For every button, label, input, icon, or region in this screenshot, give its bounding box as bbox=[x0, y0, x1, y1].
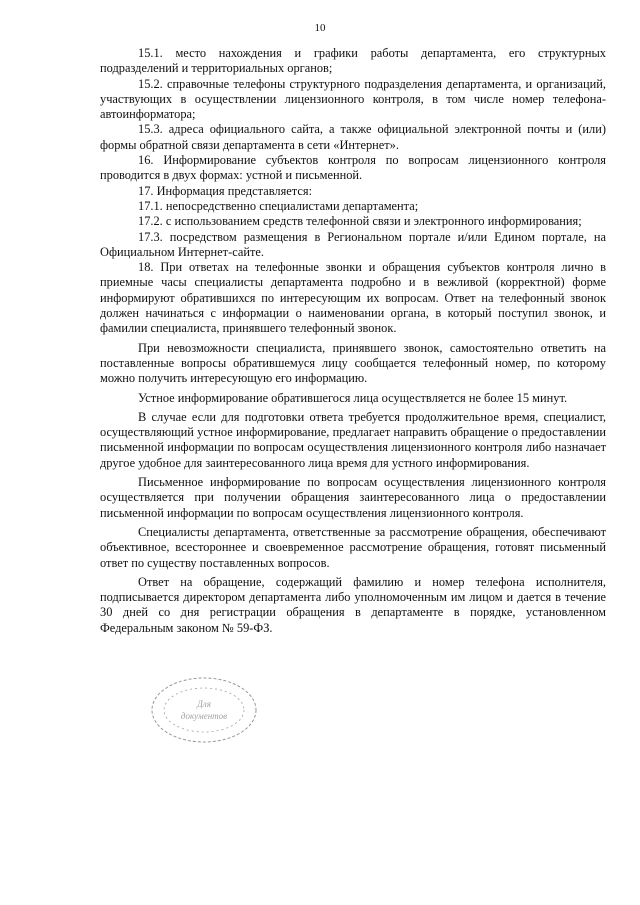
paragraph-18: 18. При ответах на телефонные звонки и обращения субъектов контроля лично в приемные часы специалисты департамента подробно и в вежливой (корректной) форме информируют обратившихся по интересующим их вопросам. Ответ на телефонный звонок должен начинаться с информации о наименовании органа, в который поступил звонок, и фамилии специалиста, принявшего телефонный звонок. bbox=[100, 260, 606, 336]
document-stamp-icon bbox=[148, 674, 260, 746]
paragraph-unable-to-answer: При невозможности специалиста, принявшего звонок, самостоятельно ответить на поставленные вопросы обратившемуся лицу сообщается телефонный номер, по которому можно получить интересующую его информацию. bbox=[100, 340, 606, 386]
paragraph-15-1: 15.1. место нахождения и графики работы департамента, его структурных подразделений и территориальных органов; bbox=[100, 46, 606, 76]
page-number: 10 bbox=[314, 22, 326, 34]
paragraph-response: Ответ на обращение, содержащий фамилию и номер телефона исполнителя, подписывается директором департамента либо уполномоченным им лицом и дается в течение 30 дней со дня регистрации обращения в департаменте в порядке, установленном Федеральным законом № 59-ФЗ. bbox=[100, 574, 606, 635]
paragraph-long-preparation: В случае если для подготовки ответа требуется продолжительное время, специалист, осуществляющий устное информирование, предлагает направить обращение о предоставлении письменной информации по вопросам осуществления лицензионного контроля либо назначает другое удобное для заинтересованного лица время для устного информирования. bbox=[100, 409, 606, 470]
stamp-line-1: Для bbox=[197, 699, 211, 709]
paragraph-17-1: 17.1. непосредственно специалистами департамента; bbox=[138, 198, 419, 213]
stamp-line-2: документов bbox=[180, 711, 228, 721]
paragraph-15-3: 15.3. адреса официального сайта, а также официальной электронной почты и (или) формы обратной связи департамента в сети «Интернет». bbox=[100, 122, 606, 152]
paragraph-oral-duration: Устное информирование обратившегося лица осуществляется не более 15 минут. bbox=[138, 390, 568, 405]
paragraph-17: 17. Информация представляется: bbox=[138, 183, 313, 198]
paragraph-17-2: 17.2. с использованием средств телефонной связи и электронного информирования; bbox=[138, 214, 582, 229]
document-body bbox=[100, 46, 606, 636]
paragraph-17-3: 17.3. посредством размещения в Региональном портале и/или Едином портале, на Официальном Интернет-сайте. bbox=[100, 229, 606, 259]
paragraph-16: 16. Информирование субъектов контроля по вопросам лицензионного контроля проводится в двух формах: устной и письменной. bbox=[100, 153, 606, 183]
paragraph-specialists: Специалисты департамента, ответственные за рассмотрение обращения, обеспечивают объективное, всестороннее и своевременное рассмотрение обращения, готовят письменный ответ по существу поставленных вопросов. bbox=[100, 524, 606, 570]
paragraph-15-2: 15.2. справочные телефоны структурного подразделения департамента, и организаций, участвующих в осуществлении лицензионного контроля, в том числе номер телефона-автоинформатора; bbox=[100, 76, 606, 122]
paragraph-written-info: Письменное информирование по вопросам осуществления лицензионного контроля осуществляется при получении обращения заинтересованного лица о предоставлении письменной информации по вопросам осуществления лицензионного контроля. bbox=[100, 475, 606, 520]
